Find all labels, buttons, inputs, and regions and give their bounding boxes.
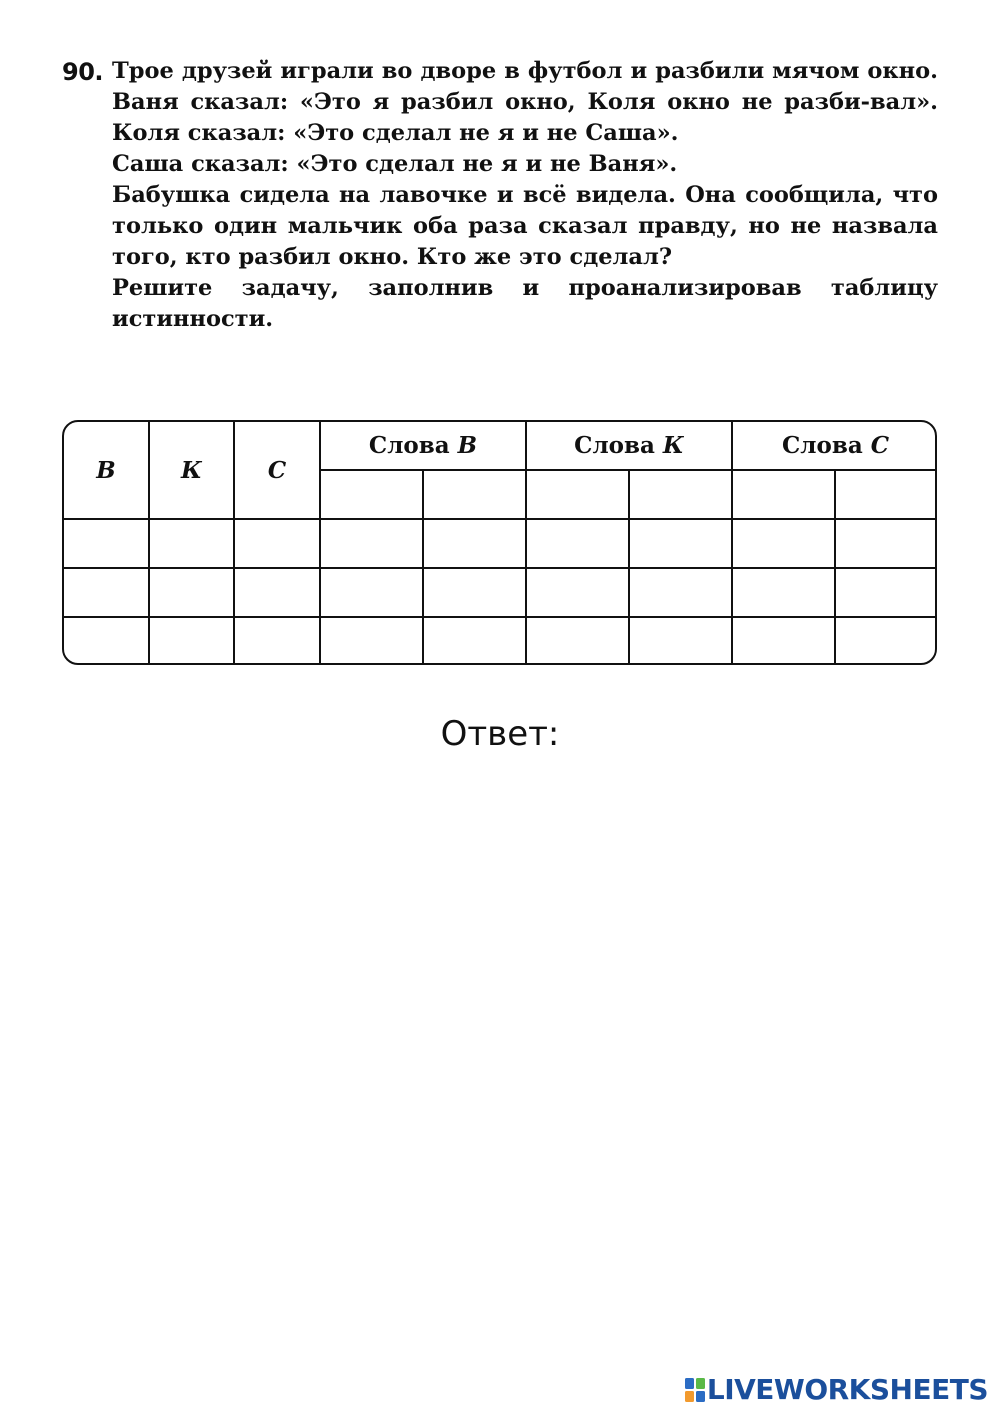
table-cell[interactable] xyxy=(629,519,732,568)
header-words-v-label: Слова xyxy=(368,432,450,459)
table-cell[interactable] xyxy=(835,617,937,665)
problem-paragraph-1: Трое друзей играли во дворе в футбол и разбили мячом окно. xyxy=(112,58,938,84)
problem-paragraph-3: Коля сказал: «Это сделал не я и не Саша». xyxy=(112,120,679,146)
table-cell[interactable] xyxy=(149,617,234,665)
table-cell[interactable] xyxy=(423,519,526,568)
table-cell[interactable] xyxy=(526,568,629,617)
header-words-k xyxy=(526,422,732,470)
table-cell[interactable] xyxy=(149,519,234,568)
subheader-cell[interactable] xyxy=(320,470,423,519)
table-cell[interactable] xyxy=(526,617,629,665)
subheader-cell[interactable] xyxy=(423,470,526,519)
subheader-cell[interactable] xyxy=(526,470,629,519)
problem-paragraph-6: Решите задачу, заполнив и проанализировав таблицу истинности. xyxy=(112,275,938,332)
table-cell[interactable] xyxy=(64,568,149,617)
table-cell[interactable] xyxy=(423,568,526,617)
subheader-cell[interactable] xyxy=(629,470,732,519)
problem-block xyxy=(62,56,938,335)
header-words-k-letter: К xyxy=(662,432,684,459)
table-cell[interactable] xyxy=(629,568,732,617)
header-var-v: В xyxy=(64,422,149,519)
table-cell[interactable] xyxy=(320,617,423,665)
table-cell[interactable] xyxy=(234,617,320,665)
truth-table xyxy=(62,420,937,665)
table-cell[interactable] xyxy=(732,519,835,568)
table-cell[interactable] xyxy=(149,568,234,617)
table-cell[interactable] xyxy=(526,519,629,568)
table-cell[interactable] xyxy=(732,568,835,617)
liveworksheets-logo-icon xyxy=(685,1376,705,1404)
table-row xyxy=(64,617,937,665)
table-cell[interactable] xyxy=(234,519,320,568)
table-cell[interactable] xyxy=(423,617,526,665)
header-words-k-label: Слова xyxy=(574,432,655,459)
table-cell[interactable] xyxy=(64,519,149,568)
problem-paragraph-2: Ваня сказал: «Это я разбил окно, Коля окно не разби-вал». xyxy=(112,89,938,115)
problem-number: 90. xyxy=(62,58,104,86)
answer-label: Ответ: xyxy=(440,714,560,754)
liveworksheets-text: LIVEWORKSHEETS xyxy=(706,1373,988,1406)
table-cell[interactable] xyxy=(320,568,423,617)
header-words-v-letter: В xyxy=(457,432,478,459)
liveworksheets-brand xyxy=(685,1373,988,1406)
header-var-k: К xyxy=(149,422,234,519)
header-var-s: С xyxy=(234,422,320,519)
table-cell[interactable] xyxy=(835,568,937,617)
table-cell[interactable] xyxy=(320,519,423,568)
header-words-s-letter: С xyxy=(870,432,890,459)
header-words-s xyxy=(732,422,937,470)
header-words-s-label: Слова xyxy=(781,432,863,459)
problem-paragraph-4: Саша сказал: «Это сделал не я и не Ваня». xyxy=(112,151,678,177)
subheader-cell[interactable] xyxy=(732,470,835,519)
header-words-v xyxy=(320,422,526,470)
table-cell[interactable] xyxy=(234,568,320,617)
table-row xyxy=(64,519,937,568)
problem-paragraph-5: Бабушка сидела на лавочке и всё видела. Она сообщила, что только один мальчик оба раза сказал правду, но не назвала того, кто разбил окно. Кто же это сделал? xyxy=(112,182,938,270)
table-cell[interactable] xyxy=(835,519,937,568)
table-cell[interactable] xyxy=(732,617,835,665)
table-cell[interactable] xyxy=(629,617,732,665)
table-cell[interactable] xyxy=(64,617,149,665)
table-row xyxy=(64,568,937,617)
subheader-cell[interactable] xyxy=(835,470,937,519)
